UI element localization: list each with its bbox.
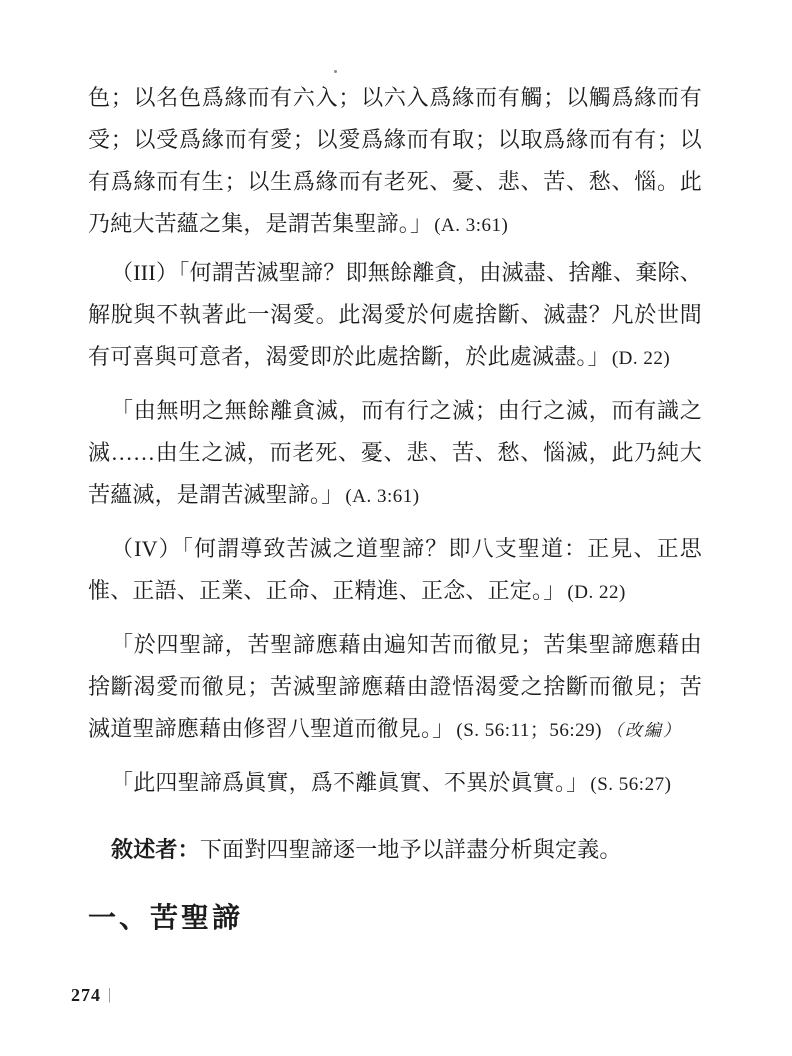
page-number: 274 (71, 984, 101, 1005)
paragraph (88, 528, 702, 614)
page-footer (71, 984, 111, 1006)
page-number-divider: | (108, 986, 111, 1003)
paragraph-text: 「於四聖諦，苦聖諦應藉由遍知苦而徹見；苦集聖諦應藉由捨斷渴愛而徹見；苦滅聖諦應藉由證悟渴愛之捨斷而徹見；苦滅道聖諦應藉由修習八聖道而徹見。」 (88, 632, 702, 741)
paragraph (88, 624, 702, 752)
text-block (88, 77, 702, 939)
citation: (A. 3:61) (345, 486, 420, 507)
editorial-note: （改編） (605, 721, 682, 740)
paragraph-text: 下面對四聖諦逐一地予以詳盡分析與定義。 (199, 837, 622, 862)
paragraph (88, 762, 702, 806)
section-heading: 一、苦聖諦 (88, 903, 244, 934)
citation: (S. 56:27) (590, 774, 672, 795)
print-speck (334, 70, 337, 73)
paragraph (88, 252, 702, 380)
paragraph-text: 「此四聖諦爲眞實，爲不離眞實、不異於眞實。」 (111, 770, 589, 795)
paragraph (88, 77, 702, 247)
paragraph-text: （IV）「何謂導致苦滅之道聖諦？即八支聖道：正見、正思惟、正語、正業、正命、正精進、正念、正定。」 (88, 536, 702, 603)
citation: (A. 3:61) (434, 215, 509, 236)
paragraph-text: 色；以名色爲緣而有六入；以六入爲緣而有觸；以觸爲緣而有受；以受爲緣而有愛；以愛爲緣而有取；以取爲緣而有有；以有爲緣而有生；以生爲緣而有老死、憂、悲、苦、愁、惱。此乃純大苦蘊之集，是謂苦集聖諦。」 (88, 85, 702, 236)
citation: (D. 22) (611, 348, 671, 369)
citation: (D. 22) (567, 582, 626, 603)
paragraph (88, 390, 702, 518)
paragraph-text: 「由無明之無餘離貪滅，而有行之滅；由行之滅，而有識之滅……由生之滅，而老死、憂、悲、苦、愁、惱滅，此乃純大苦蘊滅，是謂苦滅聖諦。」 (88, 398, 702, 507)
citation: (S. 56:11；56:29) (456, 720, 602, 741)
narrator-paragraph (88, 829, 702, 871)
paragraph-text: （III）「何謂苦滅聖諦？即無餘離貪，由滅盡、捨離、棄除、解脫與不執著此一渴愛。此渴愛於何處捨斷、滅盡？凡於世間有可喜與可意者，渴愛即於此處捨斷，於此處滅盡。」 (88, 260, 702, 369)
narrator-label: 敘述者： (111, 837, 200, 862)
